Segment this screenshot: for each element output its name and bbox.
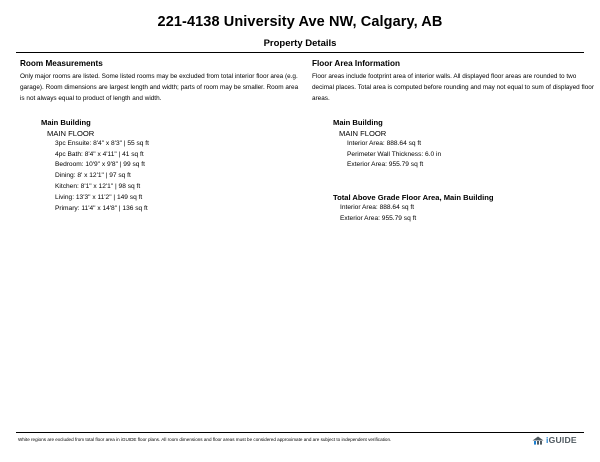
room-item: Primary: 11'4" x 14'8" | 136 sq ft (55, 205, 148, 213)
brand-logo (532, 435, 577, 445)
room-measurements-heading: Room Measurements (20, 59, 103, 68)
floor-area-heading: Floor Area Information (312, 59, 400, 68)
footer-divider (16, 432, 584, 433)
total-floor-area-heading: Total Above Grade Floor Area, Main Building (333, 193, 494, 203)
total-floor-area-item: Interior Area: 888.64 sq ft (340, 204, 415, 212)
page-subtitle: Property Details (263, 38, 337, 49)
floor-area-section (312, 58, 596, 225)
building-name: Main Building (41, 117, 91, 127)
floor-area-item: Interior Area: 888.64 sq ft (347, 139, 422, 147)
brand-name: GUIDE (548, 435, 577, 445)
floor-area-item: Exterior Area: 955.79 sq ft (347, 161, 424, 169)
floor-name: MAIN FLOOR (47, 128, 95, 138)
header-divider (16, 52, 584, 53)
room-measurements-description: Only major rooms are listed. Some listed rooms may be excluded from total interior floor area (e.g. garage). Room dimensions are largest length and width; parts of room may be smaller. Room area is not always equal to product of length and width. (20, 73, 299, 103)
room-item: Living: 13'3" x 11'2" | 149 sq ft (55, 194, 143, 202)
room-measurements-section (20, 58, 304, 215)
total-floor-area-block (333, 192, 596, 225)
total-floor-area-item: Exterior Area: 955.79 sq ft (340, 215, 417, 223)
room-item: Bedroom: 10'9" x 9'8" | 99 sq ft (55, 161, 145, 169)
room-building-block (41, 117, 304, 215)
floor-area-building-block (333, 117, 596, 172)
floor-area-description: Floor areas include footprint area of interior walls. All displayed floor areas are rounded to two decimal places. Total area is computed before rounding and may not equal to sum of displayed floor areas. (312, 73, 594, 103)
room-item: 3pc Ensuite: 8'4" x 8'3" | 55 sq ft (55, 139, 149, 147)
room-item: Dining: 8' x 12'1" | 97 sq ft (55, 172, 131, 180)
iguide-house-icon (532, 436, 544, 445)
floor-name: MAIN FLOOR (339, 128, 387, 138)
page-title: 221-4138 University Ave NW, Calgary, AB (157, 14, 443, 30)
room-item: 4pc Bath: 8'4" x 4'11" | 41 sq ft (55, 150, 144, 158)
brand-wordmark (546, 435, 577, 445)
room-item: Kitchen: 8'1" x 12'1" | 98 sq ft (55, 183, 141, 191)
footer-disclaimer: White regions are excluded from total floor area in iGUIDE floor plans. All room dimensions and floor areas must be considered approximate and are subject to independent verification. (18, 437, 392, 442)
building-name: Main Building (333, 117, 383, 127)
floor-area-item: Perimeter Wall Thickness: 6.0 in (347, 150, 442, 158)
brand-prefix: i (546, 435, 549, 445)
